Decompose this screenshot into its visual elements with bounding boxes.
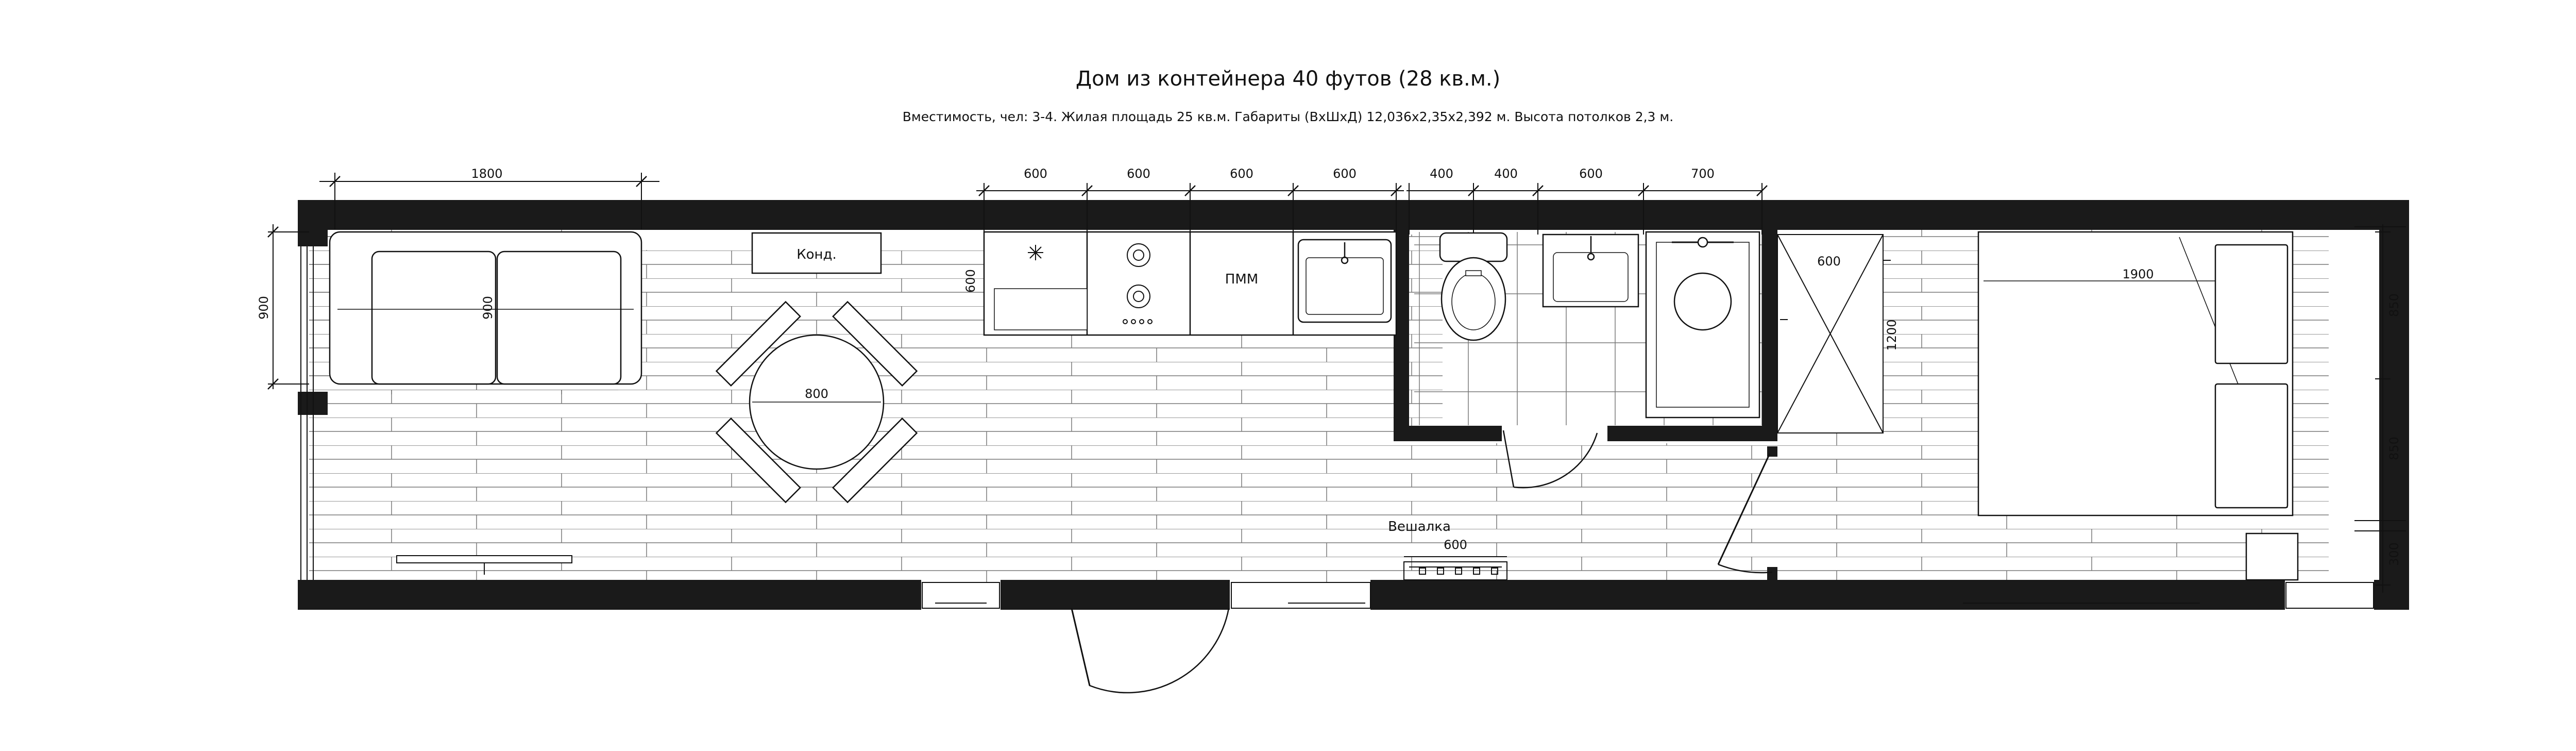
dim-bath-3: 600 (1579, 166, 1603, 181)
dim-kitchen-4: 600 (1333, 166, 1357, 181)
dim-shower-len: 1200 (1885, 319, 1899, 351)
dishwasher-label: ПММ (1225, 272, 1259, 287)
dim-bath-2: 400 (1494, 166, 1518, 181)
dim-sofa-depth: 900 (481, 296, 495, 320)
ac-label: Конд. (796, 247, 837, 262)
dim-right-2: 850 (2387, 437, 2401, 460)
kitchen-counter (984, 232, 1396, 335)
dim-shower: 600 (1817, 254, 1841, 269)
bathtub (1646, 232, 1759, 418)
dim-kitchen-1: 600 (1024, 166, 1047, 181)
dim-kitchen-2: 600 (1127, 166, 1150, 181)
dim-counter-depth: 600 (963, 269, 978, 293)
dim-bath-4: 700 (1691, 166, 1715, 181)
dim-kitchen-3: 600 (1230, 166, 1253, 181)
dim-sofa-left: 900 (257, 296, 271, 320)
plan-subtitle: Вместимость, чел: 3-4. Жилая площадь 25 кв.м. Габариты (ВхШхД) 12,036х2,35х2,392 м. Высота потолков 2,3 м. (902, 109, 1674, 124)
plan-title: Дом из контейнера 40 футов (28 кв.м.) (1075, 67, 1501, 91)
light-switch-icon (1028, 245, 1043, 260)
dim-table: 800 (805, 387, 828, 401)
toilet (1440, 233, 1507, 340)
dim-bed: 1900 (2122, 267, 2154, 281)
washbasin (1543, 235, 1638, 307)
dim-right-3: 300 (2387, 542, 2401, 566)
dim-sofa-length: 1800 (471, 166, 503, 181)
wardrobe (2246, 533, 2298, 580)
hanger-label: Вешалка (1388, 519, 1451, 535)
dim-hanger-width: 600 (1444, 538, 1467, 552)
dim-right-1: 850 (2387, 293, 2401, 317)
dim-bath-1: 400 (1430, 166, 1453, 181)
